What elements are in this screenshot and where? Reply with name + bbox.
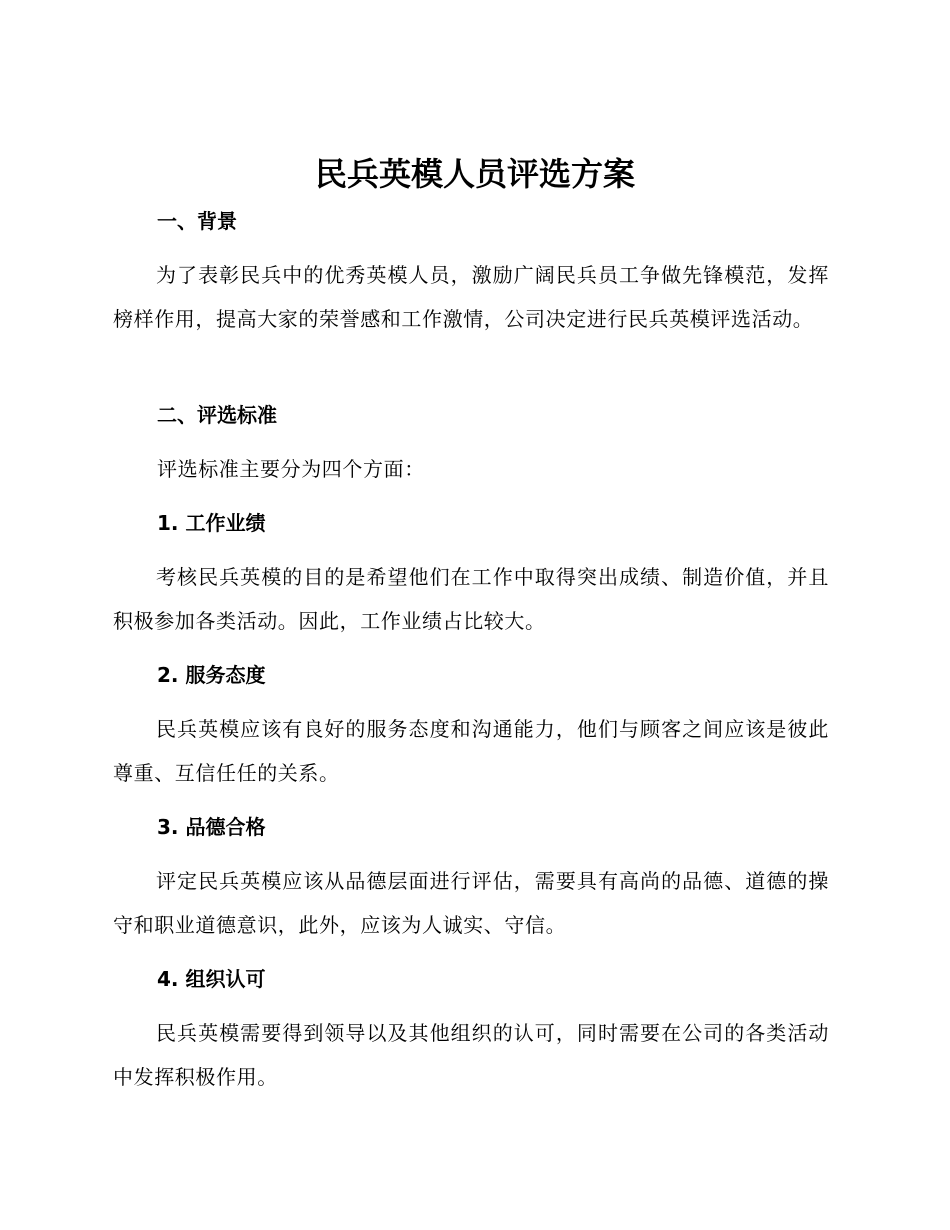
- criterion-paragraph-service: 民兵英模应该有良好的服务态度和沟通能力，他们与顾客之间应该是彼此尊重、互信任任的关系。: [113, 717, 829, 785]
- criteria-intro: 评选标准主要分为四个方面：: [157, 457, 425, 481]
- criterion-heading-morality: 3. 品德合格: [157, 815, 266, 839]
- criterion-paragraph-performance: 考核民兵英模的目的是希望他们在工作中取得突出成绩、制造价值，并且积极参加各类活动。因此，工作业绩占比较大。: [113, 565, 829, 633]
- criterion-heading-service: 2. 服务态度: [157, 663, 266, 687]
- document-title: 民兵英模人员评选方案: [314, 155, 635, 193]
- section-heading-criteria: 二、评选标准: [157, 403, 277, 427]
- background-paragraph: 为了表彰民兵中的优秀英模人员，激励广阔民兵员工争做先锋模范，发挥榜样作用，提高大家的荣誉感和工作激情，公司决定进行民兵英模评选活动。: [113, 263, 829, 331]
- criterion-paragraph-morality: 评定民兵英模应该从品德层面进行评估，需要具有高尚的品德、道德的操守和职业道德意识，此外，应该为人诚实、守信。: [113, 869, 829, 937]
- section-heading-background: 一、背景: [157, 209, 237, 233]
- criterion-paragraph-recognition: 民兵英模需要得到领导以及其他组织的认可，同时需要在公司的各类活动中发挥积极作用。: [113, 1021, 829, 1089]
- criterion-heading-performance: 1. 工作业绩: [157, 511, 266, 535]
- criterion-heading-recognition: 4. 组织认可: [157, 967, 266, 991]
